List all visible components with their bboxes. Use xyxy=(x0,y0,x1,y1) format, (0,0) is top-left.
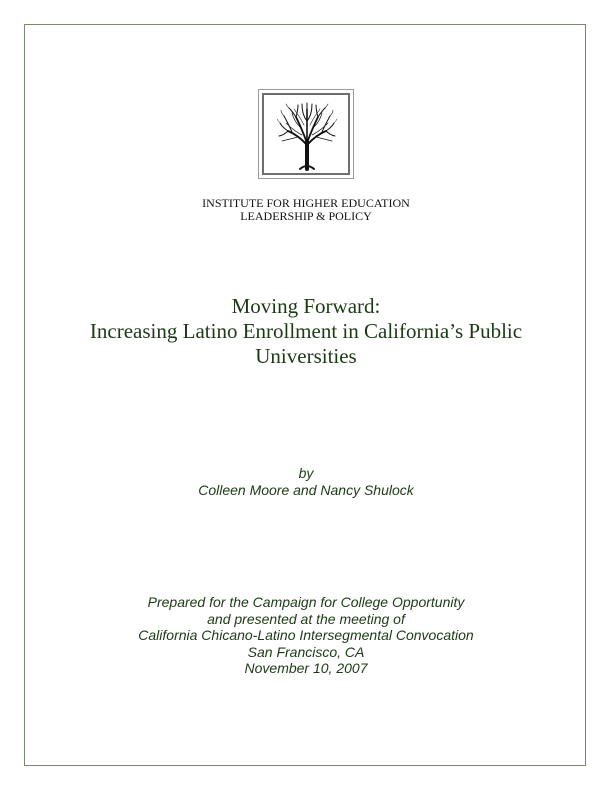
logo-inner-frame xyxy=(262,93,350,175)
document-title xyxy=(0,294,612,369)
prepared-for-block xyxy=(0,594,612,677)
institute-line-1: INSTITUTE FOR HIGHER EDUCATION xyxy=(202,196,410,210)
title-line-2: Increasing Latino Enrollment in California’s Public xyxy=(89,319,523,343)
prepared-line-1: Prepared for the Campaign for College Opportunity xyxy=(147,594,465,610)
byline-authors: Colleen Moore and Nancy Shulock xyxy=(198,482,414,498)
prepared-line-3: California Chicano-Latino Intersegmental Convocation xyxy=(138,627,474,643)
prepared-line-5: November 10, 2007 xyxy=(244,660,368,676)
institute-name xyxy=(0,197,612,223)
institute-line-2: LEADERSHIP & POLICY xyxy=(240,209,372,223)
prepared-line-2: and presented at the meeting of xyxy=(207,610,405,627)
title-line-1: Moving Forward: xyxy=(231,294,381,318)
byline xyxy=(0,465,612,499)
title-line-3: Universities xyxy=(255,344,357,368)
byline-by: by xyxy=(298,465,314,481)
logo-frame xyxy=(258,89,354,179)
prepared-line-4: San Francisco, CA xyxy=(247,643,365,660)
tree-icon xyxy=(276,101,338,171)
